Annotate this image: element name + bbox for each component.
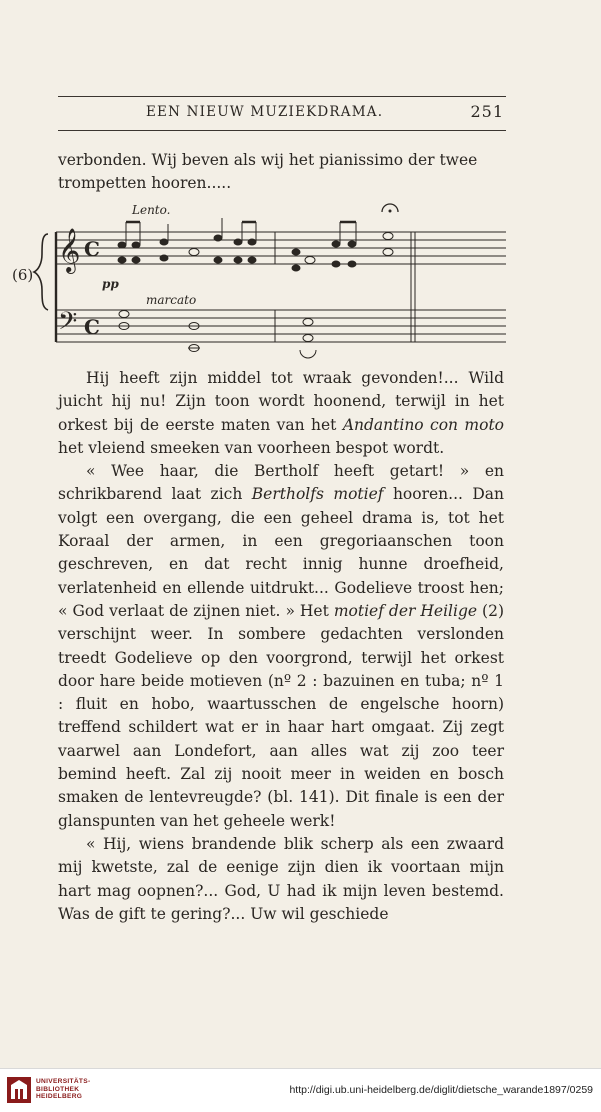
body-text bbox=[58, 367, 504, 926]
header-rule-top bbox=[58, 96, 506, 97]
bass-staff bbox=[56, 310, 506, 342]
music-example-number: (6) bbox=[12, 266, 34, 284]
common-time-icon: C bbox=[84, 315, 100, 339]
institution-name: UNIVERSITÄTS- BIBLIOTHEK HEIDELBERG bbox=[36, 1078, 91, 1101]
header-rule-bottom bbox=[58, 130, 506, 131]
dynamic-marking: pp bbox=[102, 277, 119, 291]
expression-marking: marcato bbox=[146, 293, 197, 307]
running-head-title: EEN NIEUW MUZIEKDRAMA. bbox=[146, 104, 384, 120]
paragraph-2: « Wee haar, die Bertholf heeft getart! » en schrikbarend laat zich Bertholfs motief hooren... Dan volgt een overgang, die een geheel drama is, tot het Koraal der armen, in een gregoriaanschen toon geschreven, en dat recht innig hunne droefheid, verlatenheid en ellende uitdrukt... Godelieve troost hen; « God verlaat de zijnen niet. » Het motief der Heilige (2) verschijnt weer. In sombere gedachten verslonden treedt Godelieve op den voorgrond, terwijl het orkest door hare beide motieven (nº 2 : bazuinen en tuba; nº 1 : fluit en hobo, waartusschen de engelsche hoorn) treffend schildert wat er in haar hart omgaat. Zij zegt vaarwel aan Londefort, aan alles wat zij zoo teer bemind heeft. Zal zij nooit meer in weiden en bosch smaken de lentevreugde? (bl. 141). Dit finale is een der glanspunten van het geheele werk! bbox=[58, 462, 505, 830]
paragraph-1: Hij heeft zijn middel tot wraak gevonden!... Wild juicht hij nu! Zijn toon wordt hoonend, terwijl in het orkest bij de eerste maten van het Andantino con moto het vleiend smeeken van voorheen bespot wordt. bbox=[58, 369, 505, 457]
paragraph-3: « Hij, wiens brandende blik scherp als een zwaard mij kwetste, zal de eenige zijn dien ik voortaan mijn hart mag oopnen?... God, U had ik mijn leven bestemd. Was de gift te gering?... Uw wil geschiede bbox=[58, 834, 504, 923]
running-head bbox=[58, 104, 506, 126]
bass-clef-icon: 𝄢 bbox=[58, 307, 78, 342]
brace-icon bbox=[34, 234, 48, 310]
source-url-link[interactable]: http://digi.ub.uni-heidelberg.de/diglit/dietsche_warande1897/0259 bbox=[289, 1084, 593, 1096]
intro-text bbox=[58, 149, 504, 196]
treble-notes bbox=[118, 218, 393, 271]
viewer-footer bbox=[0, 1068, 601, 1112]
university-library-logo-icon bbox=[6, 1075, 32, 1105]
page-number: 251 bbox=[470, 102, 504, 121]
music-example bbox=[12, 198, 512, 363]
tempo-marking: Lento. bbox=[132, 203, 171, 217]
treble-clef-icon: 𝄞 bbox=[58, 228, 81, 272]
intro-line-2: trompetten hooren..... bbox=[58, 174, 232, 193]
intro-line-1: verbonden. Wij beven als wij het pianissimo der twee bbox=[58, 151, 478, 169]
common-time-icon: C bbox=[84, 237, 100, 261]
